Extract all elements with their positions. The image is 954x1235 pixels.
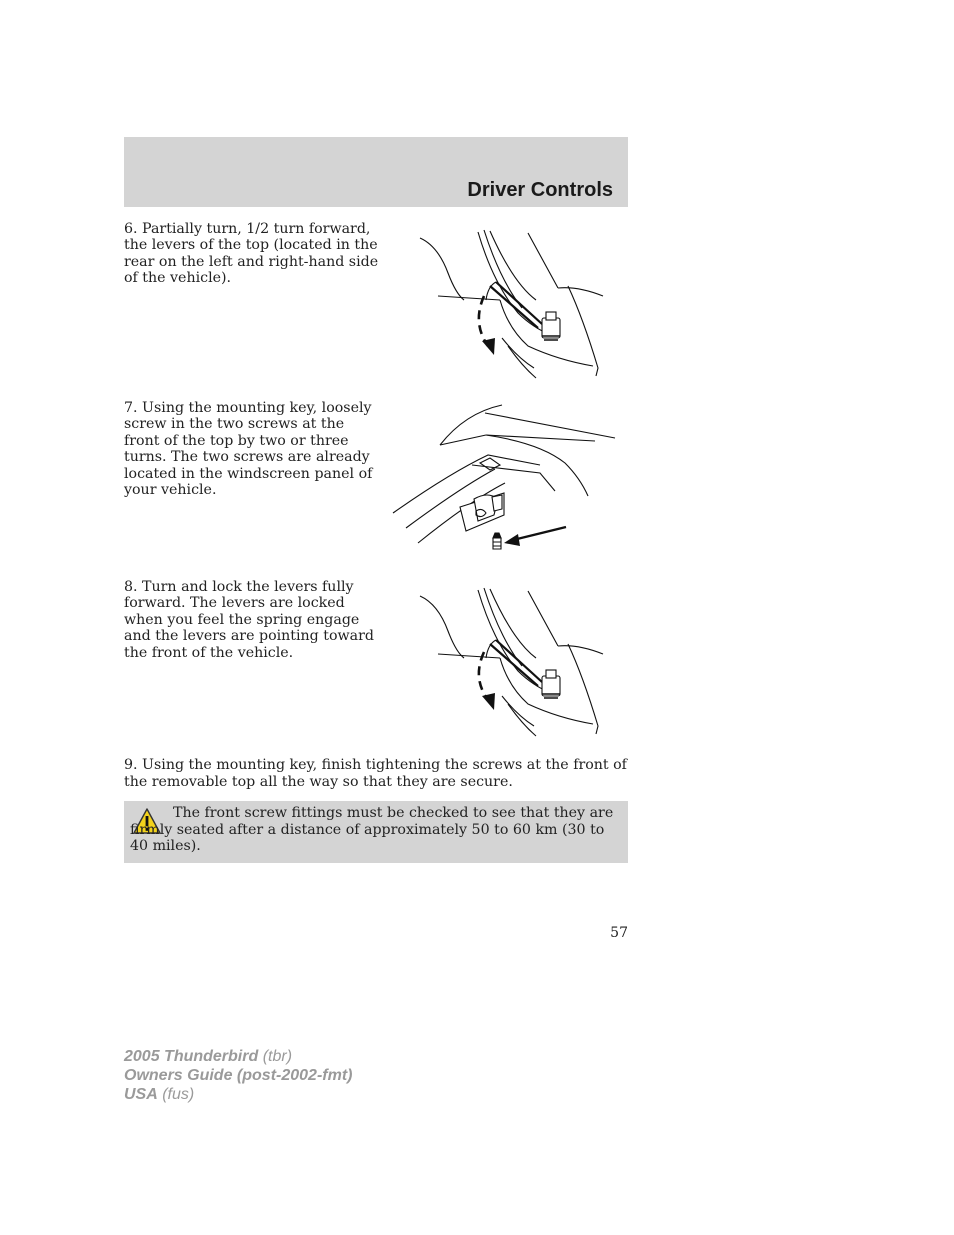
- warning-box: [124, 801, 628, 863]
- step-9-text: 9. Using the mounting key, finish tightening the screws at the front of the removable top all the way so that they are secure.: [124, 757, 627, 790]
- mounting-screw-illustration: [390, 403, 620, 553]
- step-6-text: 6. Partially turn, 1/2 turn forward, the levers of the top (located in the rear on the left and right-hand side of the vehicle).: [124, 221, 379, 287]
- footer-line-2: [124, 1066, 352, 1085]
- footer-guide: Owners Guide (post-2002-fmt): [124, 1067, 353, 1084]
- footer-model-code: (tbr): [258, 1048, 293, 1065]
- footer-market: USA: [124, 1086, 158, 1103]
- section-header: [124, 137, 628, 207]
- step-8-text: 8. Turn and lock the levers fully forward. The levers are locked when you feel the spring engage and the levers are pointing toward the front of the vehicle.: [124, 579, 374, 661]
- page-number: 57: [610, 925, 628, 941]
- footer-market-code: (fus): [157, 1086, 195, 1103]
- footer-model: 2005 Thunderbird: [124, 1048, 259, 1065]
- section-title: Driver Controls: [467, 179, 613, 201]
- lever-rotate-illustration-1: [418, 228, 608, 383]
- footer-line-1: [124, 1047, 352, 1066]
- warning-text: The front screw fittings must be checked to see that they are firmly seated after a distance of approximately 50 to 60 km (30 to 40 miles).: [130, 805, 614, 854]
- footer-line-3: [124, 1085, 352, 1104]
- lever-rotate-illustration-2: [418, 586, 608, 741]
- step-7-text: 7. Using the mounting key, loosely screw in the two screws at the front of the top by two or three turns. The two screws are already located in the windscreen panel of your vehicle.: [124, 400, 373, 499]
- document-footer: [124, 1047, 352, 1104]
